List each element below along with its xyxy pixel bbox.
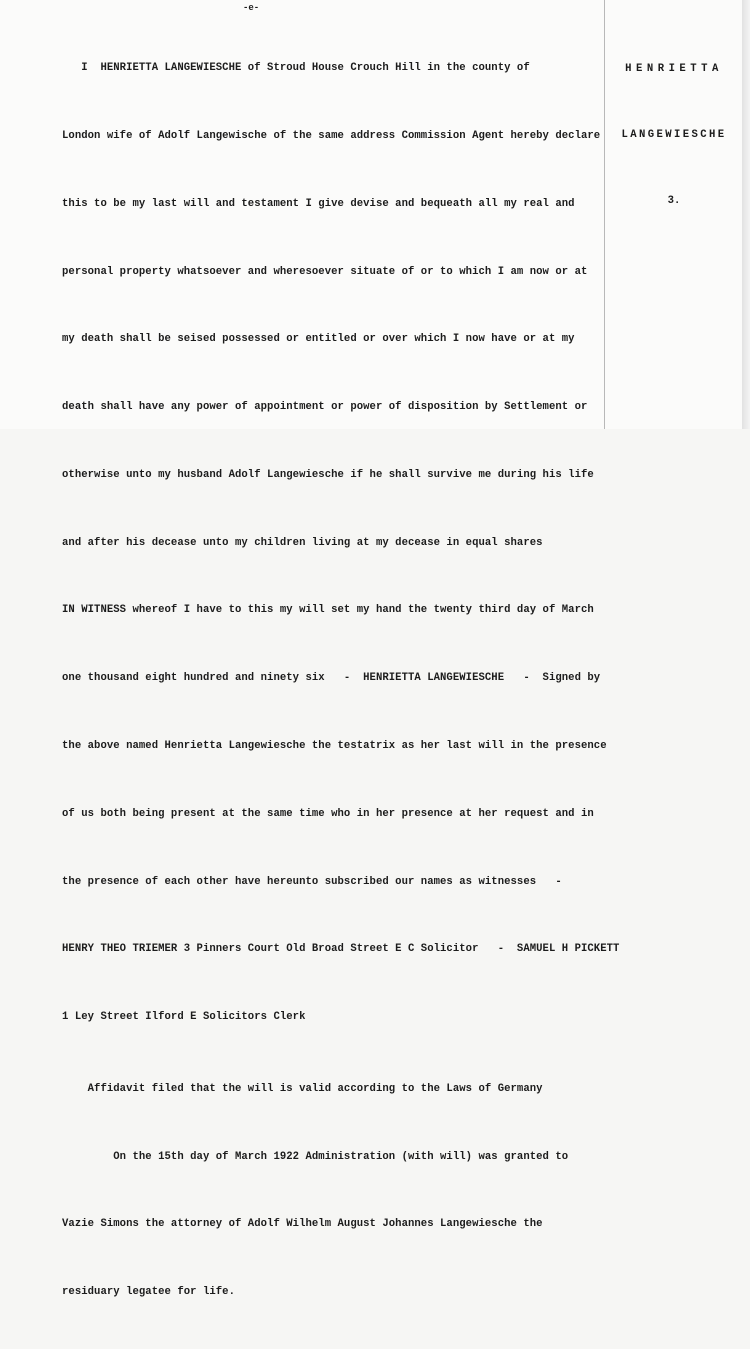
margin-entry-number: 3.: [667, 195, 681, 207]
text-line: one thousand eight hundred and ninety six - HENRIETTA LANGEWIESCHE - Signed by: [62, 672, 601, 685]
text-line: and after his decease unto my children living at my decease in equal shares: [62, 536, 543, 549]
text-line: death shall have any power of appointment or power of disposition by Settlement or: [62, 401, 588, 414]
text-line: of us both being present at the same time who in her presence at her request and in: [62, 807, 594, 820]
text-line: personal property whatsoever and wheresoever situate of or to which I am now or at: [62, 265, 588, 278]
text-line: residuary legatee for life.: [62, 1286, 235, 1299]
margin-heading: [606, 14, 742, 256]
will-text: [62, 12, 620, 1349]
inserted-correction: -e-: [243, 3, 260, 13]
text-line: Vazie Simons the attorney of Adolf Wilhelm August Johannes Langewiesche the: [62, 1218, 543, 1231]
text-line: otherwise unto my husband Adolf Langewiesche if he shall survive me during his life: [62, 468, 594, 481]
text-line: HENRY THEO TRIEMER 3 Pinners Court Old Broad Street E C Solicitor - SAMUEL H PICKETT: [62, 943, 620, 956]
text-line: On the 15th day of March 1922 Administration (with will) was granted to: [62, 1150, 569, 1163]
text-line: Affidavit filed that the will is valid according to the Laws of Germany: [62, 1082, 543, 1095]
text-line: IN WITNESS whereof I have to this my will set my hand the twenty third day of March: [62, 604, 594, 617]
text-line: this to be my last will and testament I give devise and bequeath all my real and: [62, 197, 575, 210]
text-line: my death shall be seised possessed or entitled or over which I now have or at my: [62, 333, 575, 346]
text-line: the presence of each other have hereunto subscribed our names as witnesses -: [62, 875, 562, 888]
margin-divider: [604, 0, 605, 429]
text-line: I HENRIETTA LANGEWIESCHE of Stroud House Crouch Hill in the county of: [62, 62, 530, 75]
page-edge: [742, 0, 750, 429]
margin-name-line2: LANGEWIESCHE: [621, 129, 727, 141]
margin-name-line1: HENRIETTA: [625, 63, 723, 75]
text-line: London wife of Adolf Langewische of the same address Commission Agent hereby declare: [62, 129, 601, 142]
text-line: the above named Henrietta Langewiesche the testatrix as her last will in the presence: [62, 740, 607, 752]
text-line: 1 Ley Street Ilford E Solicitors Clerk: [62, 1011, 306, 1024]
